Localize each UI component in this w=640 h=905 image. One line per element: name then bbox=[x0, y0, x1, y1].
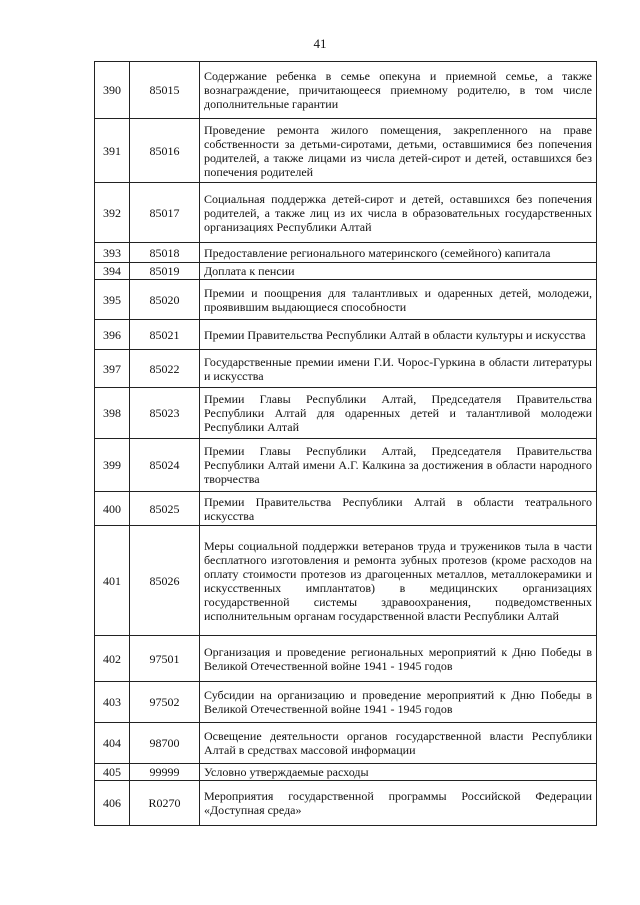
table-row bbox=[95, 243, 597, 263]
row-code: 85019 bbox=[130, 263, 200, 280]
row-number: 398 bbox=[95, 388, 130, 439]
row-number: 402 bbox=[95, 636, 130, 682]
row-code: 85020 bbox=[130, 280, 200, 320]
row-description: Социальная поддержка детей-сирот и детей, оставшихся без попечения родителей, а также лиц из их числа в образовательных государственных организациях Республики Алтай bbox=[200, 183, 597, 243]
row-description: Условно утверждаемые расходы bbox=[200, 764, 597, 781]
row-code: 85024 bbox=[130, 439, 200, 492]
row-number: 394 bbox=[95, 263, 130, 280]
row-description: Организация и проведение региональных мероприятий к Дню Победы в Великой Отечественной войне 1941 - 1945 годов bbox=[200, 636, 597, 682]
row-number: 403 bbox=[95, 682, 130, 723]
row-code: 99999 bbox=[130, 764, 200, 781]
table-row bbox=[95, 119, 597, 183]
row-number: 390 bbox=[95, 62, 130, 119]
row-number: 400 bbox=[95, 492, 130, 526]
row-description: Меры социальной поддержки ветеранов труда и тружеников тыла в части бесплатного изготовления и ремонта зубных протезов (кроме расходов на оплату стоимости протезов из драгоценных металлов, металлокерамики и искусственных имплантатов) в медицинских организациях государственной системы здравоохранения, подведомственных исполнительным органам государственной власти Республики Алтай bbox=[200, 526, 597, 636]
row-number: 397 bbox=[95, 350, 130, 388]
row-description: Премии Правительства Республики Алтай в области театрального искусства bbox=[200, 492, 597, 526]
table-row bbox=[95, 526, 597, 636]
table-row bbox=[95, 263, 597, 280]
row-number: 399 bbox=[95, 439, 130, 492]
row-code: R0270 bbox=[130, 781, 200, 826]
row-code: 85018 bbox=[130, 243, 200, 263]
row-code: 85015 bbox=[130, 62, 200, 119]
row-code: 85023 bbox=[130, 388, 200, 439]
row-description: Проведение ремонта жилого помещения, закрепленного на праве собственности за детьми-сиротами, детьми, оставшимися без попечения родителей, а также лицами из числа детей-сирот и детей, оставшихся без попечения родителей bbox=[200, 119, 597, 183]
row-description: Предоставление регионального материнского (семейного) капитала bbox=[200, 243, 597, 263]
row-code: 85021 bbox=[130, 320, 200, 350]
row-code: 97501 bbox=[130, 636, 200, 682]
row-number: 393 bbox=[95, 243, 130, 263]
row-description: Содержание ребенка в семье опекуна и приемной семье, а также вознаграждение, причитающееся приемному родителю, в том числе дополнительные гарантии bbox=[200, 62, 597, 119]
table-row bbox=[95, 183, 597, 243]
table-row bbox=[95, 388, 597, 439]
table-row bbox=[95, 682, 597, 723]
expense-codes-table bbox=[94, 61, 597, 826]
row-number: 401 bbox=[95, 526, 130, 636]
row-description: Премии и поощрения для талантливых и одаренных детей, молодежи, проявившим выдающиеся способности bbox=[200, 280, 597, 320]
row-code: 85016 bbox=[130, 119, 200, 183]
table-row bbox=[95, 320, 597, 350]
table-row bbox=[95, 280, 597, 320]
table-row bbox=[95, 350, 597, 388]
table-row bbox=[95, 492, 597, 526]
row-description: Доплата к пенсии bbox=[200, 263, 597, 280]
table-row bbox=[95, 636, 597, 682]
row-description: Государственные премии имени Г.И. Чорос-Гуркина в области литературы и искусства bbox=[200, 350, 597, 388]
row-number: 392 bbox=[95, 183, 130, 243]
row-number: 405 bbox=[95, 764, 130, 781]
row-description: Премии Правительства Республики Алтай в области культуры и искусства bbox=[200, 320, 597, 350]
row-number: 396 bbox=[95, 320, 130, 350]
table-row bbox=[95, 439, 597, 492]
row-description: Премии Главы Республики Алтай, Председателя Правительства Республики Алтай для одаренных детей и талантливой молодежи Республики Алтай bbox=[200, 388, 597, 439]
row-number: 404 bbox=[95, 723, 130, 764]
row-number: 395 bbox=[95, 280, 130, 320]
row-code: 98700 bbox=[130, 723, 200, 764]
table-row bbox=[95, 62, 597, 119]
row-description: Мероприятия государственной программы Российской Федерации «Доступная среда» bbox=[200, 781, 597, 826]
table-row bbox=[95, 764, 597, 781]
table-row bbox=[95, 723, 597, 764]
row-description: Премии Главы Республики Алтай, Председателя Правительства Республики Алтай имени А.Г. Калкина за достижения в области народного творчества bbox=[200, 439, 597, 492]
row-code: 85025 bbox=[130, 492, 200, 526]
row-number: 406 bbox=[95, 781, 130, 826]
page-number: 41 bbox=[313, 36, 327, 51]
table-row bbox=[95, 781, 597, 826]
row-number: 391 bbox=[95, 119, 130, 183]
row-code: 85017 bbox=[130, 183, 200, 243]
row-description: Освещение деятельности органов государственной власти Республики Алтай в средствах массовой информации bbox=[200, 723, 597, 764]
row-description: Субсидии на организацию и проведение мероприятий к Дню Победы в Великой Отечественной войне 1941 - 1945 годов bbox=[200, 682, 597, 723]
row-code: 97502 bbox=[130, 682, 200, 723]
row-code: 85026 bbox=[130, 526, 200, 636]
row-code: 85022 bbox=[130, 350, 200, 388]
